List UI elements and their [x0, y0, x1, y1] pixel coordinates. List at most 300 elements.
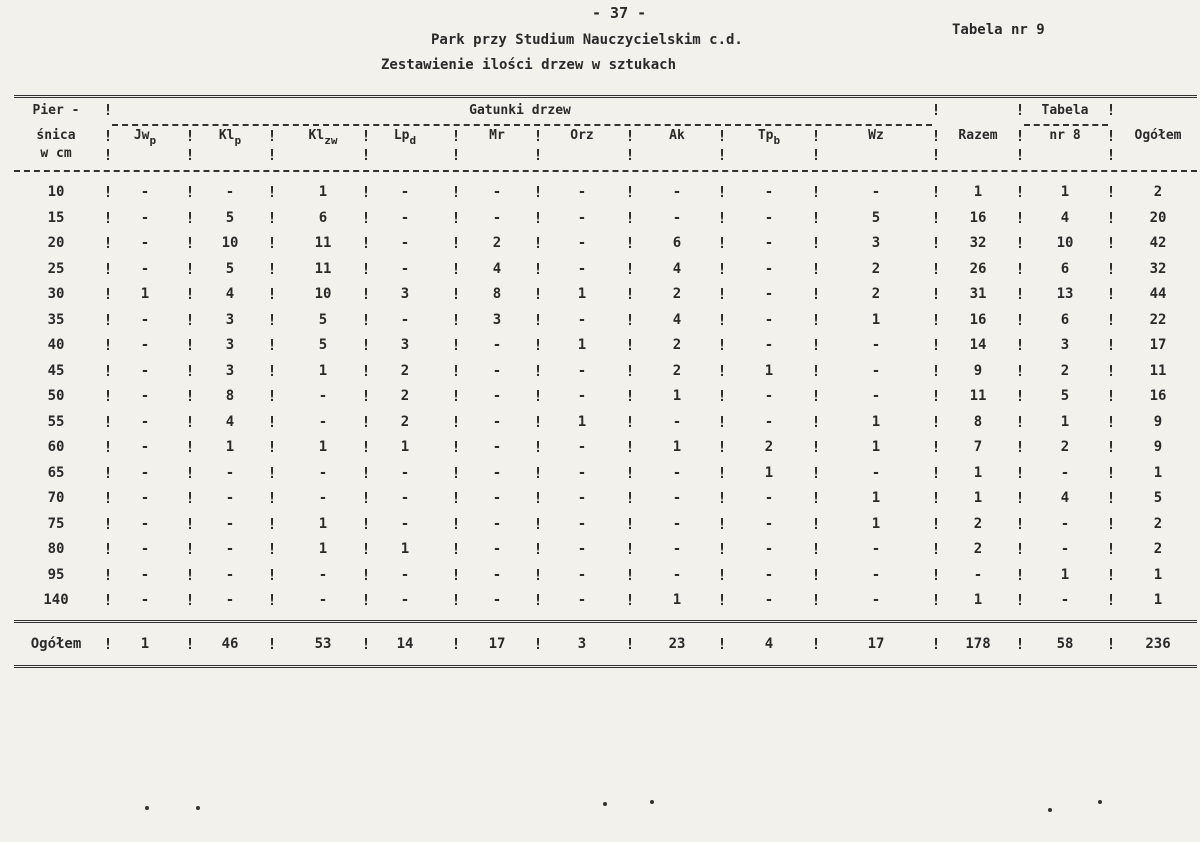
- column-separator: !: [1015, 127, 1025, 145]
- table-cell: -: [492, 566, 502, 583]
- table-cell: -: [225, 566, 235, 583]
- column-separator: !: [1015, 285, 1025, 303]
- table-cell: 6: [1060, 311, 1070, 328]
- column-separator: !: [267, 361, 277, 380]
- table-cell: -: [400, 184, 410, 200]
- table-cell: 2: [973, 515, 983, 532]
- column-separator: !: [533, 234, 543, 252]
- table-cell: -: [492, 413, 502, 430]
- table-cell: 17: [1149, 337, 1167, 353]
- table-cell: 3: [400, 337, 410, 353]
- table-cell: -: [318, 464, 328, 481]
- table-cell: -: [764, 413, 774, 430]
- table-cell: -: [140, 209, 150, 226]
- table-cell: 1: [973, 464, 983, 481]
- column-separator: !: [533, 208, 543, 227]
- table-cell: -: [672, 541, 682, 557]
- column-separator: !: [717, 565, 727, 584]
- column-separator: !: [267, 208, 277, 227]
- column-separator: !: [533, 285, 543, 303]
- column-separator: !: [533, 183, 543, 201]
- column-separator: !: [451, 387, 461, 405]
- table-cell: 1: [871, 515, 881, 532]
- column-separator: !: [185, 514, 195, 533]
- table-cell: 1: [577, 413, 587, 430]
- column-separator: !: [811, 183, 821, 201]
- table-cell: 1: [871, 311, 881, 328]
- table-cell: 14: [969, 337, 987, 353]
- table-cell: 3: [225, 362, 235, 379]
- stray-mark: [196, 806, 200, 810]
- diameter-cell: 75: [47, 515, 65, 532]
- stray-mark: [1098, 800, 1102, 804]
- table-cell: 1: [1060, 566, 1070, 583]
- column-separator: !: [267, 489, 277, 507]
- column-separator: !: [717, 183, 727, 201]
- column-separator: !: [1015, 310, 1025, 329]
- diameter-cell: 25: [47, 260, 65, 277]
- column-separator: !: [267, 310, 277, 329]
- header-bottom-rule: [14, 170, 1197, 172]
- table-cell: 1: [225, 439, 235, 455]
- column-separator: !: [451, 463, 461, 482]
- table-cell: -: [577, 235, 587, 251]
- tabela8-group-rule: [1024, 124, 1108, 126]
- column-separator: !: [267, 259, 277, 278]
- table-cell: 2: [400, 413, 410, 430]
- column-separator: !: [451, 489, 461, 507]
- table-cell: -: [577, 439, 587, 455]
- column-separator: !: [1015, 463, 1025, 482]
- table-cell: 9: [1153, 439, 1163, 455]
- column-separator: !: [267, 336, 277, 354]
- column-separator: !: [361, 285, 371, 303]
- total-cell: 236: [1145, 636, 1171, 652]
- diameter-cell: 30: [47, 286, 65, 302]
- column-separator: !: [931, 463, 941, 482]
- column-separator: !: [625, 285, 635, 303]
- table-cell: 2: [1153, 515, 1163, 532]
- table-cell: 3: [871, 235, 881, 251]
- ogolem-header: Ogółem: [1134, 128, 1182, 143]
- table-cell: 1: [1060, 413, 1070, 430]
- column-separator: !: [1106, 463, 1116, 482]
- table-cell: 1: [973, 592, 983, 608]
- table-cell: -: [225, 490, 235, 506]
- column-separator: !: [451, 336, 461, 354]
- table-cell: -: [318, 566, 328, 583]
- column-separator: !: [717, 540, 727, 558]
- table-cell: 3: [492, 311, 502, 328]
- table-cell: -: [140, 337, 150, 353]
- table-cell: 3: [225, 337, 235, 353]
- column-separator: !: [451, 438, 461, 456]
- column-separator: !: [361, 565, 371, 584]
- table-cell: -: [140, 439, 150, 455]
- column-separator: !: [361, 183, 371, 201]
- table-cell: -: [764, 592, 774, 608]
- column-separator: !: [533, 635, 543, 653]
- column-separator: !: [931, 438, 941, 456]
- stray-mark: [603, 802, 607, 806]
- column-separator: !: [103, 146, 113, 164]
- table-cell: 1: [1060, 184, 1070, 200]
- table-cell: -: [764, 490, 774, 506]
- column-separator: !: [625, 127, 635, 145]
- column-separator: !: [717, 285, 727, 303]
- table-cell: 26: [969, 260, 987, 277]
- table-cell: -: [1060, 592, 1070, 608]
- table-cell: 1: [1153, 566, 1163, 583]
- column-separator: !: [103, 310, 113, 329]
- diameter-cell: 95: [47, 566, 65, 583]
- column-separator: !: [185, 127, 195, 145]
- column-separator: !: [811, 438, 821, 456]
- table-cell: 2: [764, 439, 774, 455]
- table-cell: -: [1060, 515, 1070, 532]
- table-cell: -: [672, 184, 682, 200]
- column-separator: !: [1106, 540, 1116, 558]
- table-cell: 2: [672, 362, 682, 379]
- column-separator: !: [717, 463, 727, 482]
- column-separator: !: [103, 540, 113, 558]
- column-separator: !: [533, 361, 543, 380]
- diameter-header: śnica: [36, 128, 76, 143]
- column-separator: !: [533, 591, 543, 609]
- column-separator: !: [1106, 438, 1116, 456]
- column-separator: !: [717, 387, 727, 405]
- table-bottom-rule: [14, 665, 1197, 668]
- table-cell: -: [492, 439, 502, 455]
- column-separator: !: [1015, 514, 1025, 533]
- table-cell: -: [318, 413, 328, 430]
- column-separator: !: [185, 259, 195, 278]
- table-cell: 5: [318, 311, 328, 328]
- column-separator: !: [361, 259, 371, 278]
- column-separator: !: [185, 412, 195, 431]
- table-cell: 6: [672, 235, 682, 251]
- razem-header: Razem: [958, 128, 998, 143]
- column-separator: !: [451, 361, 461, 380]
- table-cell: 2: [1060, 362, 1070, 379]
- column-separator: !: [185, 310, 195, 329]
- table-cell: -: [871, 566, 881, 583]
- column-separator: !: [931, 285, 941, 303]
- tabela8-header: Tabela: [1041, 103, 1089, 118]
- column-separator: !: [361, 208, 371, 227]
- table-cell: -: [871, 184, 881, 200]
- column-separator: !: [1015, 438, 1025, 456]
- column-separator: !: [1015, 635, 1025, 653]
- table-cell: -: [577, 464, 587, 481]
- diameter-cell: 70: [47, 490, 65, 506]
- column-separator: !: [811, 591, 821, 609]
- table-cell: -: [577, 490, 587, 506]
- column-separator: !: [1015, 101, 1025, 119]
- column-separator: !: [625, 412, 635, 431]
- table-cell: 6: [1060, 260, 1070, 277]
- column-separator: !: [931, 234, 941, 252]
- table-cell: -: [764, 286, 774, 302]
- column-separator: !: [267, 234, 277, 252]
- table-cell: 1: [318, 541, 328, 557]
- table-cell: -: [140, 566, 150, 583]
- table-cell: -: [577, 566, 587, 583]
- column-separator: !: [103, 127, 113, 145]
- table-cell: 1: [1153, 592, 1163, 608]
- column-separator: !: [717, 146, 727, 164]
- column-separator: !: [811, 540, 821, 558]
- column-separator: !: [811, 208, 821, 227]
- column-separator: !: [103, 387, 113, 405]
- table-cell: 8: [973, 413, 983, 430]
- diameter-header: w cm: [40, 146, 72, 161]
- column-separator: !: [103, 285, 113, 303]
- column-separator: !: [451, 285, 461, 303]
- column-separator: !: [103, 336, 113, 354]
- table-cell: 3: [225, 311, 235, 328]
- tabela8-header: nr 8: [1049, 128, 1081, 143]
- table-cell: -: [140, 515, 150, 532]
- column-separator: !: [185, 183, 195, 201]
- total-cell: 3: [577, 636, 587, 652]
- table-cell: 5: [225, 209, 235, 226]
- column-separator: !: [931, 489, 941, 507]
- column-separator: !: [1015, 259, 1025, 278]
- column-separator: !: [103, 591, 113, 609]
- table-cell: 4: [1060, 490, 1070, 506]
- column-separator: !: [811, 146, 821, 164]
- table-cell: 1: [871, 413, 881, 430]
- table-cell: -: [492, 464, 502, 481]
- table-cell: 16: [969, 311, 987, 328]
- table-cell: -: [672, 209, 682, 226]
- column-separator: !: [267, 540, 277, 558]
- table-cell: 8: [492, 286, 502, 302]
- table-cell: 44: [1149, 286, 1167, 302]
- column-separator: !: [1015, 336, 1025, 354]
- column-separator: !: [185, 489, 195, 507]
- column-separator: !: [1106, 412, 1116, 431]
- stray-mark: [650, 800, 654, 804]
- table-cell: 2: [973, 541, 983, 557]
- column-separator: !: [811, 635, 821, 653]
- column-separator: !: [103, 101, 113, 119]
- column-separator: !: [103, 183, 113, 201]
- table-cell: -: [672, 515, 682, 532]
- table-cell: -: [140, 413, 150, 430]
- column-separator: !: [931, 514, 941, 533]
- column-separator: !: [185, 208, 195, 227]
- table-cell: -: [672, 490, 682, 506]
- column-separator: !: [931, 635, 941, 653]
- table-cell: -: [764, 209, 774, 226]
- column-separator: !: [811, 514, 821, 533]
- table-cell: 20: [1149, 209, 1167, 226]
- column-separator: !: [451, 208, 461, 227]
- species-header: Mr: [489, 128, 505, 143]
- column-separator: !: [1106, 234, 1116, 252]
- column-separator: !: [717, 336, 727, 354]
- table-cell: 4: [225, 413, 235, 430]
- table-cell: -: [764, 311, 774, 328]
- table-cell: 1: [973, 184, 983, 200]
- total-cell: 14: [396, 636, 414, 652]
- diameter-cell: 40: [47, 337, 65, 353]
- column-separator: !: [267, 463, 277, 482]
- table-cell: 1: [577, 337, 587, 353]
- column-separator: !: [451, 146, 461, 164]
- column-separator: !: [361, 310, 371, 329]
- column-separator: !: [451, 259, 461, 278]
- column-separator: !: [185, 463, 195, 482]
- table-cell: -: [764, 235, 774, 251]
- table-cell: 1: [1153, 464, 1163, 481]
- column-separator: !: [717, 234, 727, 252]
- diameter-cell: 35: [47, 311, 65, 328]
- column-separator: !: [931, 412, 941, 431]
- table-cell: -: [577, 388, 587, 404]
- column-separator: !: [811, 412, 821, 431]
- table-cell: -: [225, 464, 235, 481]
- column-separator: !: [717, 259, 727, 278]
- table-cell: -: [492, 515, 502, 532]
- table-cell: 5: [1060, 388, 1070, 404]
- column-separator: !: [267, 591, 277, 609]
- diameter-cell: 20: [47, 235, 65, 251]
- table-cell: -: [871, 592, 881, 608]
- column-separator: !: [625, 336, 635, 354]
- column-separator: !: [931, 208, 941, 227]
- column-separator: !: [267, 127, 277, 145]
- total-cell: 17: [867, 636, 885, 652]
- table-cell: -: [318, 592, 328, 608]
- column-separator: !: [811, 336, 821, 354]
- column-separator: !: [533, 412, 543, 431]
- table-cell: -: [492, 337, 502, 353]
- table-cell: 5: [871, 209, 881, 226]
- column-separator: !: [1106, 514, 1116, 533]
- table-cell: -: [764, 541, 774, 557]
- table-cell: 2: [1060, 439, 1070, 455]
- column-separator: !: [625, 387, 635, 405]
- column-separator: !: [361, 146, 371, 164]
- column-separator: !: [1015, 208, 1025, 227]
- total-cell: 1: [140, 636, 150, 652]
- table-cell: 32: [1149, 260, 1167, 277]
- column-separator: !: [1015, 183, 1025, 201]
- column-separator: !: [361, 591, 371, 609]
- column-separator: !: [1015, 565, 1025, 584]
- table-cell: -: [672, 566, 682, 583]
- table-cell: 1: [871, 490, 881, 506]
- table-cell: -: [764, 184, 774, 200]
- column-separator: !: [185, 285, 195, 303]
- table-cell: 5: [1153, 490, 1163, 506]
- column-separator: !: [185, 336, 195, 354]
- column-separator: !: [103, 208, 113, 227]
- table-cell: 1: [318, 184, 328, 200]
- table-cell: 2: [871, 260, 881, 277]
- column-separator: !: [811, 259, 821, 278]
- table-cell: 4: [672, 311, 682, 328]
- column-separator: !: [1106, 208, 1116, 227]
- column-separator: !: [717, 208, 727, 227]
- table-cell: -: [764, 337, 774, 353]
- column-separator: !: [717, 514, 727, 533]
- species-header: $Kl_p$: [218, 128, 242, 147]
- column-separator: !: [533, 540, 543, 558]
- column-separator: !: [185, 591, 195, 609]
- column-separator: !: [625, 361, 635, 380]
- table-cell: -: [140, 311, 150, 328]
- table-cell: 16: [1149, 388, 1167, 404]
- column-separator: !: [533, 463, 543, 482]
- column-separator: !: [103, 514, 113, 533]
- table-cell: 3: [400, 286, 410, 302]
- species-header: $Lp_d$: [393, 128, 417, 147]
- column-separator: !: [1106, 635, 1116, 653]
- column-separator: !: [931, 127, 941, 145]
- column-separator: !: [361, 635, 371, 653]
- table-cell: 1: [318, 362, 328, 379]
- diameter-cell: 10: [47, 184, 65, 200]
- table-cell: -: [140, 541, 150, 557]
- column-separator: !: [811, 489, 821, 507]
- column-separator: !: [1106, 101, 1116, 119]
- table-cell: -: [577, 311, 587, 328]
- column-separator: !: [625, 234, 635, 252]
- column-separator: !: [1015, 412, 1025, 431]
- column-separator: !: [811, 463, 821, 482]
- column-separator: !: [451, 183, 461, 201]
- column-separator: !: [625, 183, 635, 201]
- table-cell: 32: [969, 235, 987, 251]
- column-separator: !: [931, 540, 941, 558]
- diameter-cell: 60: [47, 439, 65, 455]
- column-separator: !: [717, 489, 727, 507]
- column-separator: !: [931, 259, 941, 278]
- column-separator: !: [451, 591, 461, 609]
- column-separator: !: [103, 234, 113, 252]
- column-separator: !: [717, 412, 727, 431]
- body-bottom-rule: [14, 620, 1197, 623]
- column-separator: !: [267, 387, 277, 405]
- total-cell: 46: [221, 636, 239, 652]
- column-separator: !: [361, 361, 371, 380]
- column-separator: !: [1015, 387, 1025, 405]
- table-cell: -: [318, 490, 328, 506]
- table-cell: -: [492, 592, 502, 608]
- column-separator: !: [103, 565, 113, 584]
- column-separator: !: [451, 635, 461, 653]
- table-cell: 11: [969, 388, 987, 404]
- table-cell: 1: [672, 388, 682, 404]
- page-subtitle: Zestawienie ilości drzew w sztukach: [381, 57, 677, 73]
- column-separator: !: [1106, 285, 1116, 303]
- column-separator: !: [533, 146, 543, 164]
- table-cell: 10: [221, 235, 239, 251]
- column-separator: !: [185, 234, 195, 252]
- table-cell: -: [318, 388, 328, 404]
- table-cell: 1: [318, 439, 328, 455]
- column-separator: !: [533, 489, 543, 507]
- table-cell: -: [764, 260, 774, 277]
- species-header: Orz: [570, 128, 594, 143]
- column-separator: !: [1106, 591, 1116, 609]
- column-separator: !: [361, 387, 371, 405]
- column-separator: !: [103, 635, 113, 653]
